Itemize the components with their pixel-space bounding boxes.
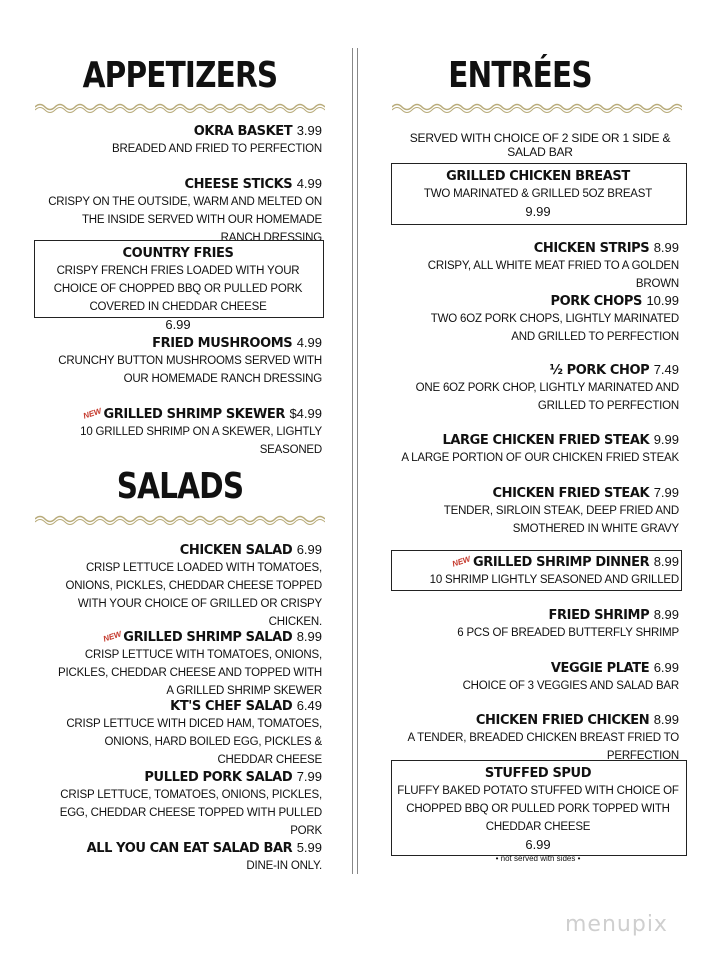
item-name: GRILLED CHICKEN BREAST [446,169,630,184]
menu-item [20,122,322,158]
item-name: STUFFED SPUD [484,766,592,781]
new-badge-icon: NEW [81,406,103,421]
menu-item [35,244,321,334]
item-description: 10 SHRIMP LIGHTLY SEASONED AND GRILLED [429,574,679,586]
item-name: GRILLED SHRIMP SKEWER [103,407,285,422]
item-description: A TENDER, BREADED CHICKEN BREAST FRIED TO PERFECTION [407,732,679,762]
menu-item [392,711,679,765]
item-price: 6.99 [296,542,322,557]
menu-item [50,697,322,769]
menu-item [396,764,680,863]
item-name: OKRA BASKET [193,124,293,139]
item-description: TWO 6OZ PORK CHOPS, LIGHTLY MARINATED AND GRILLED TO PERFECTION [430,313,679,343]
item-price: 6.99 [525,837,551,852]
menu-item [40,175,322,247]
item-price: 10.99 [646,293,679,308]
menu-item [50,628,322,700]
item-name: FRIED SHRIMP [548,608,650,623]
appetizers-heading: APPETIZERS [82,55,278,96]
menu-item [50,768,322,840]
item-name: COUNTRY FRIES [122,246,234,261]
item-price: 9.99 [525,204,551,219]
menu-item [410,292,679,346]
item-note: • not served with sides • [495,854,581,863]
item-price: 7.49 [653,362,679,377]
item-price: 8.99 [653,554,679,569]
wave-divider [35,512,325,526]
item-description: CRISP LETTUCE LOADED WITH TOMATOES, ONIONS, PICKLES, CHEDDAR CHEESE TOPPED WITH YOUR CHOICE OF GRILLED OR CRISPY CHICKEN. [65,562,322,628]
menu-item [50,839,322,875]
item-name: LARGE CHICKEN FRIED STEAK [442,433,650,448]
menu-item [392,553,679,589]
item-description: FLUFFY BAKED POTATO STUFFED WITH CHOICE OF CHOPPED BBQ OR PULLED PORK TOPPED WITH CHEDDAR CHEESE [397,785,679,833]
menu-item [50,541,322,631]
wave-divider [35,100,325,114]
item-price: 7.99 [653,485,679,500]
item-description: CRISP LETTUCE WITH DICED HAM, TOMATOES, ONIONS, HARD BOILED EGG, PICKLES & CHEDDAR CHEESE [66,718,322,766]
item-description: CHOICE OF 3 VEGGIES AND SALAD BAR [462,680,679,692]
item-price: 8.99 [296,629,322,644]
item-description: CRISPY ON THE OUTSIDE, WARM AND MELTED ON THE INSIDE SERVED WITH OUR HOMEMADE RANCH DRESSING [48,196,322,244]
item-name: PORK CHOPS [550,294,642,309]
salads-heading: SALADS [116,466,244,507]
item-description: CRISPY, ALL WHITE MEAT FRIED TO A GOLDEN BROWN [427,260,679,290]
item-price: 5.99 [296,840,322,855]
item-description: CRISPY FRENCH FRIES LOADED WITH YOUR CHOICE OF CHOPPED BBQ OR PULLED PORK COVERED IN CHEDDAR CHEESE [53,265,303,313]
item-price: $4.99 [289,406,322,421]
item-name: CHEESE STICKS [184,177,293,192]
item-price: 6.49 [296,698,322,713]
item-price: 8.99 [653,240,679,255]
entrees-heading: ENTRÉES [448,55,592,96]
item-description: CRISP LETTUCE, TOMATOES, ONIONS, PICKLES, EGG, CHEDDAR CHEESE TOPPED WITH PULLED PORK [59,789,322,837]
item-name: PULLED PORK SALAD [144,770,293,785]
item-name: ½ PORK CHOP [549,363,650,378]
item-description: CRISP LETTUCE WITH TOMATOES, ONIONS, PICKLES, CHEDDAR CHEESE AND TOPPED WITH A GRILLED SHRIMP SKEWER [58,649,322,697]
item-price: 8.99 [653,712,679,727]
menu-item [392,659,679,695]
item-name: CHICKEN FRIED CHICKEN [475,713,650,728]
menu-item [400,484,679,538]
entrees-served-note: SERVED WITH CHOICE OF 2 SIDE OR 1 SIDE & SALAD BAR [409,131,671,159]
featured-item-box [391,760,687,863]
item-description: ONE 6OZ PORK CHOP, LIGHTLY MARINATED AND GRILLED TO PERFECTION [415,382,679,412]
item-description: TENDER, SIRLOIN STEAK, DEEP FRIED AND SMOTHERED IN WHITE GRAVY [443,505,679,535]
item-description: 6 PCS OF BREADED BUTTERFLY SHRIMP [457,627,679,639]
item-description: DINE-IN ONLY. [246,860,322,872]
item-description: A LARGE PORTION OF OUR CHICKEN FRIED STEAK [401,452,679,464]
item-price: 9.99 [653,432,679,447]
item-description: CRUNCHY BUTTON MUSHROOMS SERVED WITH OUR HOMEMADE RANCH DRESSING [58,355,322,385]
item-name: CHICKEN STRIPS [533,241,650,256]
item-price: 7.99 [296,769,322,784]
menu-item [410,361,679,415]
new-badge-icon: NEW [451,554,472,569]
menu-item [392,239,679,293]
new-badge-icon: NEW [101,629,123,644]
item-name: FRIED MUSHROOMS [152,336,293,351]
item-name: VEGGIE PLATE [550,661,650,676]
menu-item [40,334,322,388]
item-price: 6.99 [653,660,679,675]
item-name: ALL YOU CAN EAT SALAD BAR [86,841,293,856]
item-name: CHICKEN SALAD [179,543,293,558]
watermark-logo: menupix [565,912,668,937]
item-price: 8.99 [653,607,679,622]
wave-divider [392,100,682,114]
featured-item-box [391,550,682,591]
item-name: GRILLED SHRIMP DINNER [472,555,650,570]
item-name: CHICKEN FRIED STEAK [492,486,650,501]
menu-item [392,431,679,467]
featured-item-box [391,163,687,225]
item-price: 4.99 [296,176,322,191]
menu-item [392,167,684,221]
item-description: TWO MARINATED & GRILLED 5OZ BREAST [423,188,653,200]
menu-item [392,606,679,642]
item-price: 4.99 [296,335,322,350]
column-divider [352,48,358,874]
item-description: 10 GRILLED SHRIMP ON A SKEWER, LIGHTLY SEASONED [80,426,322,456]
item-name: GRILLED SHRIMP SALAD [123,630,293,645]
item-price: 3.99 [296,123,322,138]
menu-item [20,405,322,459]
item-description: BREADED AND FRIED TO PERFECTION [112,143,322,155]
featured-item-box [34,240,324,332]
item-price: 6.99 [165,317,191,332]
item-name: KT'S CHEF SALAD [170,699,293,714]
